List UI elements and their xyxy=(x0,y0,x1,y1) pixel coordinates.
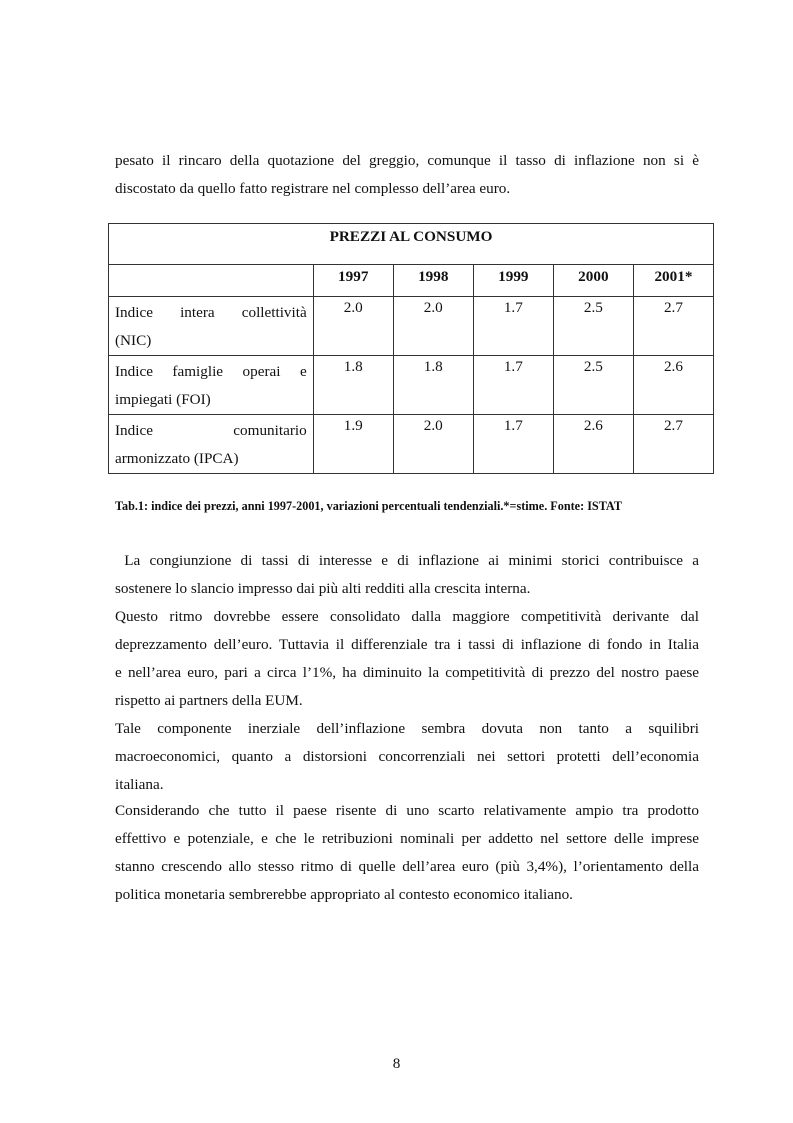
row-label: Indice comunitario armonizzato (IPCA) xyxy=(109,415,314,474)
text-line: stanno crescendo allo stesso ritmo di quelle dell’area euro (più 3,4%), l’orientamento della xyxy=(115,858,699,875)
table-title: PREZZI AL CONSUMO xyxy=(109,224,714,265)
table-cell: 2.0 xyxy=(393,415,473,474)
table-row xyxy=(109,356,714,415)
row-label: Indice famiglie operai e impiegati (FOI) xyxy=(109,356,314,415)
row-label: Indice intera collettività (NIC) xyxy=(109,297,314,356)
text-line: e nell’area euro, pari a circa l’1%, ha diminuito la competitività di prezzo del nostro paese xyxy=(115,664,699,681)
table-header-year: 2000 xyxy=(553,265,633,297)
table-cell: 1.8 xyxy=(393,356,473,415)
paragraph xyxy=(115,547,699,603)
table-cell: 1.7 xyxy=(473,415,553,474)
table-cell: 2.6 xyxy=(633,356,713,415)
table-cell: 2.7 xyxy=(633,415,713,474)
table-cell: 2.0 xyxy=(393,297,473,356)
table-cell: 1.8 xyxy=(313,356,393,415)
text-line: sostenere lo slancio impresso dai più alti redditi alla crescita interna. xyxy=(115,580,531,597)
table-cell: 2.0 xyxy=(313,297,393,356)
page-number: 8 xyxy=(392,1055,401,1072)
text-line: effettivo e potenziale, e che le retribuzioni nominali per addetto nel settore delle imprese xyxy=(115,830,699,847)
consumer-prices-table xyxy=(108,223,714,474)
table-cell: 2.5 xyxy=(553,297,633,356)
text-line: italiana. xyxy=(115,776,164,793)
text-line: rispetto ai partners della EUM. xyxy=(115,692,303,709)
table-header-year: 1997 xyxy=(313,265,393,297)
table-row xyxy=(109,415,714,474)
text-line: pesato il rincaro della quotazione del greggio, comunque il tasso di inflazione non si è xyxy=(115,152,699,169)
table-header-empty xyxy=(109,265,314,297)
table-row xyxy=(109,297,714,356)
table-header-year: 1999 xyxy=(473,265,553,297)
text-line: deprezzamento dell’euro. Tuttavia il differenziale tra i tassi di inflazione di fondo in Italia xyxy=(115,636,699,653)
paragraph xyxy=(115,603,699,715)
text-line: La congiunzione di tassi di interesse e di inflazione ai minimi storici contribuisce a xyxy=(115,552,699,569)
table-header-row xyxy=(109,265,714,297)
paragraph xyxy=(115,715,699,799)
table-header-year: 1998 xyxy=(393,265,473,297)
text-line: macroeconomici, quanto a distorsioni concorrenziali nei settori protetti dell’economia xyxy=(115,748,699,765)
table-cell: 2.5 xyxy=(553,356,633,415)
table-cell: 2.7 xyxy=(633,297,713,356)
text-line: Considerando che tutto il paese risente di uno scarto relativamente ampio tra prodotto xyxy=(115,802,699,819)
text-line: politica monetaria sembrerebbe appropriato al contesto economico italiano. xyxy=(115,886,573,903)
intro-paragraph xyxy=(115,147,699,203)
text-line: Tale componente inerziale dell’inflazione sembra dovuta non tanto a squilibri xyxy=(115,720,699,737)
table-cell: 1.7 xyxy=(473,297,553,356)
table-header-year: 2001* xyxy=(633,265,713,297)
table-cell: 1.7 xyxy=(473,356,553,415)
text-line: Questo ritmo dovrebbe essere consolidato dalla maggiore competitività derivante dal xyxy=(115,608,699,625)
text-line: discostato da quello fatto registrare nel complesso dell’area euro. xyxy=(115,180,511,197)
table-cell: 2.6 xyxy=(553,415,633,474)
table-caption: Tab.1: indice dei prezzi, anni 1997-2001, variazioni percentuali tendenziali.*=stime. Fonte: ISTAT xyxy=(115,499,622,513)
paragraph xyxy=(115,797,699,909)
table-cell: 1.9 xyxy=(313,415,393,474)
